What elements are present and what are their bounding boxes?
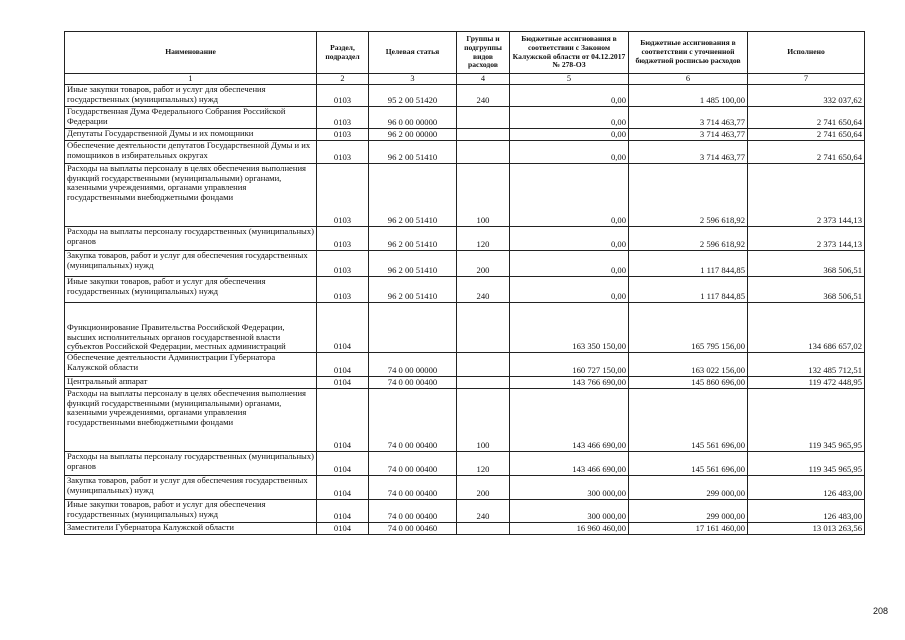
table-row (65, 277, 865, 303)
row-target: 74 0 00 00400 (369, 377, 457, 389)
row-group: 200 (457, 476, 510, 500)
row-law-amount: 0,00 (510, 227, 629, 251)
column-number: 4 (457, 74, 510, 85)
row-executed-amount: 126 483,00 (748, 500, 865, 523)
row-group: 100 (457, 164, 510, 227)
row-law-amount: 143 466 690,00 (510, 452, 629, 476)
row-section: 0103 (317, 129, 369, 141)
row-group (457, 141, 510, 164)
row-executed-amount: 2 373 144,13 (748, 164, 865, 227)
table-row (65, 107, 865, 129)
row-section: 0104 (317, 523, 369, 535)
column-number: 1 (65, 74, 317, 85)
row-refined-amount: 1 117 844,85 (629, 277, 748, 303)
header-row (65, 32, 865, 74)
row-law-amount: 300 000,00 (510, 476, 629, 500)
header-section: Раздел, подраздел (317, 32, 369, 74)
row-law-amount: 16 960 460,00 (510, 523, 629, 535)
row-target: 74 0 00 00400 (369, 389, 457, 452)
table-row (65, 85, 865, 107)
table-row (65, 303, 865, 353)
column-number: 5 (510, 74, 629, 85)
row-section: 0103 (317, 85, 369, 107)
row-target: 96 0 00 00000 (369, 107, 457, 129)
row-name: Государственная Дума Федерального Собрания Российской Федерации (65, 107, 317, 129)
row-group: 120 (457, 452, 510, 476)
row-group: 200 (457, 251, 510, 277)
row-law-amount: 0,00 (510, 129, 629, 141)
row-refined-amount: 299 000,00 (629, 476, 748, 500)
row-name: Депутаты Государственной Думы и их помощники (65, 129, 317, 141)
row-section: 0104 (317, 353, 369, 377)
row-name: Обеспечение деятельности депутатов Государственной Думы и их помощников в избирательных округах (65, 141, 317, 164)
row-law-amount: 0,00 (510, 277, 629, 303)
row-target: 96 2 00 51410 (369, 251, 457, 277)
row-executed-amount: 119 345 965,95 (748, 452, 865, 476)
row-section: 0103 (317, 164, 369, 227)
row-target: 74 0 00 00400 (369, 476, 457, 500)
column-number-row (65, 74, 865, 85)
row-name: Обеспечение деятельности Администрации Губернатора Калужской области (65, 353, 317, 377)
row-section: 0104 (317, 377, 369, 389)
row-section: 0104 (317, 476, 369, 500)
row-executed-amount: 13 013 263,56 (748, 523, 865, 535)
row-executed-amount: 134 686 657,02 (748, 303, 865, 353)
row-executed-amount: 368 506,51 (748, 251, 865, 277)
row-group (457, 523, 510, 535)
row-section: 0103 (317, 251, 369, 277)
row-refined-amount: 3 714 463,77 (629, 129, 748, 141)
header-refined-allocations: Бюджетные ассигнования в соответствии с уточненной бюджетной росписью расходов (629, 32, 748, 74)
row-name: Расходы на выплаты персоналу государственных (муниципальных) органов (65, 227, 317, 251)
row-law-amount: 143 466 690,00 (510, 389, 629, 452)
row-section: 0103 (317, 277, 369, 303)
row-section: 0104 (317, 500, 369, 523)
row-group (457, 303, 510, 353)
row-group: 100 (457, 389, 510, 452)
row-name: Заместители Губернатора Калужской области (65, 523, 317, 535)
row-executed-amount: 332 037,62 (748, 85, 865, 107)
row-group: 240 (457, 277, 510, 303)
row-law-amount: 163 350 150,00 (510, 303, 629, 353)
row-name: Центральный аппарат (65, 377, 317, 389)
table-row (65, 251, 865, 277)
table-row (65, 523, 865, 535)
row-refined-amount: 3 714 463,77 (629, 141, 748, 164)
row-executed-amount: 119 472 448,95 (748, 377, 865, 389)
row-refined-amount: 1 485 100,00 (629, 85, 748, 107)
page-number: 208 (873, 606, 889, 616)
row-refined-amount: 145 561 696,00 (629, 389, 748, 452)
row-refined-amount: 163 022 156,00 (629, 353, 748, 377)
row-executed-amount: 132 485 712,51 (748, 353, 865, 377)
row-law-amount: 0,00 (510, 85, 629, 107)
row-group: 240 (457, 500, 510, 523)
row-group (457, 129, 510, 141)
column-number: 7 (748, 74, 865, 85)
header-target: Целевая статья (369, 32, 457, 74)
row-law-amount: 0,00 (510, 141, 629, 164)
row-executed-amount: 2 741 650,64 (748, 107, 865, 129)
row-group (457, 107, 510, 129)
row-name: Закупка товаров, работ и услуг для обеспечения государственных (муниципальных) нужд (65, 476, 317, 500)
row-law-amount: 0,00 (510, 107, 629, 129)
row-executed-amount: 2 373 144,13 (748, 227, 865, 251)
row-target: 96 2 00 51410 (369, 141, 457, 164)
row-name: Закупка товаров, работ и услуг для обеспечения государственных (муниципальных) нужд (65, 251, 317, 277)
budget-table (64, 31, 865, 535)
row-section: 0104 (317, 303, 369, 353)
row-name: Расходы на выплаты персоналу в целях обеспечения выполнения функций государственными (муниципальными) органами, казенными учреждениями, органами управления государственными внебюджетными фондами (65, 164, 317, 227)
row-refined-amount: 17 161 460,00 (629, 523, 748, 535)
table-row (65, 377, 865, 389)
table-row (65, 227, 865, 251)
row-law-amount: 0,00 (510, 164, 629, 227)
column-number: 3 (369, 74, 457, 85)
row-executed-amount: 2 741 650,64 (748, 129, 865, 141)
row-executed-amount: 2 741 650,64 (748, 141, 865, 164)
row-law-amount: 0,00 (510, 251, 629, 277)
row-law-amount: 160 727 150,00 (510, 353, 629, 377)
row-law-amount: 300 000,00 (510, 500, 629, 523)
row-name: Иные закупки товаров, работ и услуг для обеспечения государственных (муниципальных) нужд (65, 277, 317, 303)
row-refined-amount: 145 561 696,00 (629, 452, 748, 476)
row-refined-amount: 299 000,00 (629, 500, 748, 523)
row-name: Иные закупки товаров, работ и услуг для обеспечения государственных (муниципальных) нужд (65, 500, 317, 523)
row-name: Расходы на выплаты персоналу государственных (муниципальных) органов (65, 452, 317, 476)
row-section: 0103 (317, 227, 369, 251)
row-section: 0103 (317, 141, 369, 164)
table-row (65, 141, 865, 164)
header-executed: Исполнено (748, 32, 865, 74)
row-target: 96 2 00 51410 (369, 164, 457, 227)
row-name: Расходы на выплаты персоналу в целях обеспечения выполнения функций государственными (муниципальными) органами, казенными учреждениями, органами управления государственными внебюджетными фондами (65, 389, 317, 452)
row-section: 0103 (317, 107, 369, 129)
row-name: Иные закупки товаров, работ и услуг для обеспечения государственных (муниципальных) нужд (65, 85, 317, 107)
row-refined-amount: 2 596 618,92 (629, 164, 748, 227)
header-group: Группы и подгруппы видов расходов (457, 32, 510, 74)
row-name: Функционирование Правительства Российской Федерации, высших исполнительных органов государственной власти субъектов Российской Федерации, местных администраций (65, 303, 317, 353)
row-section: 0104 (317, 452, 369, 476)
row-law-amount: 143 766 690,00 (510, 377, 629, 389)
table-row (65, 389, 865, 452)
table-row (65, 476, 865, 500)
row-refined-amount: 2 596 618,92 (629, 227, 748, 251)
table-row (65, 164, 865, 227)
row-target: 74 0 00 00000 (369, 353, 457, 377)
row-group: 120 (457, 227, 510, 251)
row-refined-amount: 3 714 463,77 (629, 107, 748, 129)
table-row (65, 129, 865, 141)
header-law-allocations: Бюджетные ассигнования в соответствии с Законом Калужской области от 04.12.2017 № 278-ОЗ (510, 32, 629, 74)
column-number: 2 (317, 74, 369, 85)
row-target: 74 0 00 00400 (369, 452, 457, 476)
row-section: 0104 (317, 389, 369, 452)
row-target: 96 2 00 00000 (369, 129, 457, 141)
table-row (65, 500, 865, 523)
row-refined-amount: 1 117 844,85 (629, 251, 748, 277)
header-name: Наименование (65, 32, 317, 74)
row-target: 96 2 00 51410 (369, 227, 457, 251)
row-group: 240 (457, 85, 510, 107)
table-row (65, 452, 865, 476)
table-row (65, 353, 865, 377)
row-group (457, 377, 510, 389)
row-target: 74 0 00 00400 (369, 500, 457, 523)
row-refined-amount: 165 795 156,00 (629, 303, 748, 353)
row-refined-amount: 145 860 696,00 (629, 377, 748, 389)
row-group (457, 353, 510, 377)
column-number: 6 (629, 74, 748, 85)
row-target (369, 303, 457, 353)
row-executed-amount: 126 483,00 (748, 476, 865, 500)
row-executed-amount: 368 506,51 (748, 277, 865, 303)
row-executed-amount: 119 345 965,95 (748, 389, 865, 452)
row-target: 95 2 00 51420 (369, 85, 457, 107)
row-target: 96 2 00 51410 (369, 277, 457, 303)
row-target: 74 0 00 00460 (369, 523, 457, 535)
